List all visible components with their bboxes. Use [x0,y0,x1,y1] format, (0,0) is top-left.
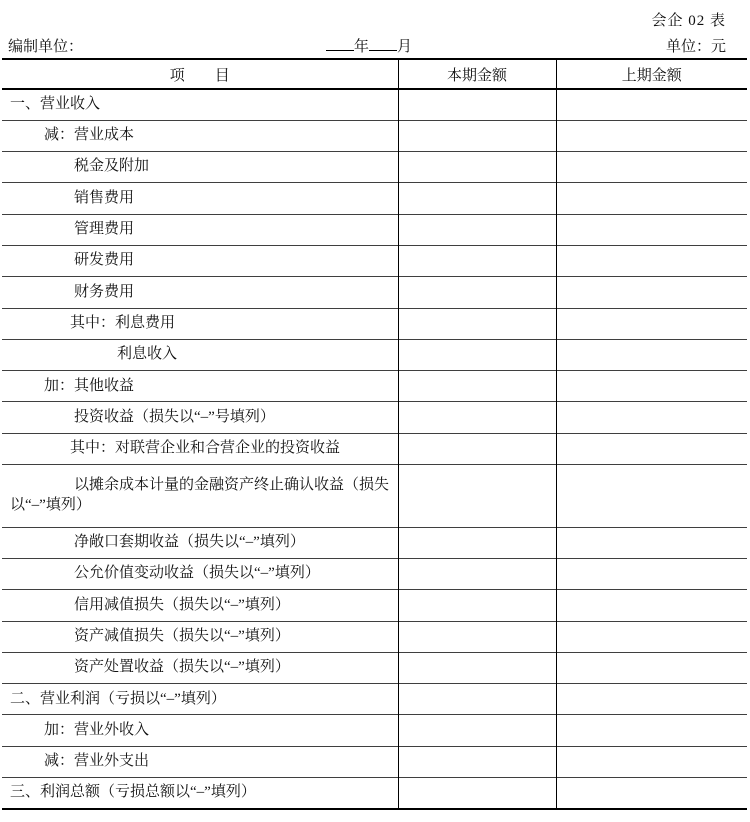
previous-amount-cell [556,778,747,809]
previous-amount-cell [556,402,747,433]
table-row [2,621,747,652]
table-row [2,590,747,621]
item-label: 研发费用 [2,245,398,276]
current-amount-cell [398,465,556,528]
previous-amount-cell [556,89,747,120]
item-label: 三、利润总额（亏损总额以“–”填列） [2,778,398,809]
item-label: 资产处置收益（损失以“–”填列） [2,652,398,683]
item-label: 投资收益（损失以“–”号填列） [2,402,398,433]
year-label: 年 [353,39,369,55]
table-row [2,120,747,151]
month-blank-line [369,36,397,51]
current-amount-cell [398,339,556,370]
item-label: 财务费用 [2,277,398,308]
previous-amount-cell [556,277,747,308]
table-row [2,245,747,276]
previous-amount-cell [556,715,747,746]
item-label: 加：营业外收入 [2,715,398,746]
current-amount-cell [398,371,556,402]
table-header-row [2,59,747,89]
current-amount-cell [398,402,556,433]
current-amount-cell [398,778,556,809]
current-amount-cell [398,433,556,464]
current-amount-cell [398,245,556,276]
previous-amount-cell [556,339,747,370]
current-amount-cell [398,120,556,151]
current-amount-cell [398,183,556,214]
item-label: 二、营业利润（亏损以“–”填列） [2,684,398,715]
column-header-current-amount: 本期金额 [398,59,556,89]
current-amount-cell [398,308,556,339]
item-label: 资产减值损失（损失以“–”填列） [2,621,398,652]
form-code: 会企 02 表 [651,13,726,29]
year-blank-line [326,36,354,51]
item-label: 管理费用 [2,214,398,245]
column-header-previous-amount: 上期金额 [556,59,747,89]
current-amount-cell [398,715,556,746]
previous-amount-cell [556,371,747,402]
previous-amount-cell [556,558,747,589]
table-row [2,402,747,433]
previous-amount-cell [556,746,747,777]
current-amount-cell [398,590,556,621]
item-label: 公允价值变动收益（损失以“–”填列） [2,558,398,589]
column-header-item: 项 目 [2,59,398,89]
table-row [2,746,747,777]
previous-amount-cell [556,590,747,621]
income-statement-table [2,58,747,810]
item-label: 净敞口套期收益（损失以“–”填列） [2,527,398,558]
prepared-by-label: 编制单位： [8,39,84,55]
item-label: 以摊余成本计量的金融资产终止确认收益（损失以“–”填列） [2,465,398,528]
table-row [2,652,747,683]
unit-label: 单位：元 [665,39,726,55]
table-row [2,277,747,308]
table-row [2,152,747,183]
previous-amount-cell [556,245,747,276]
table-row [2,684,747,715]
previous-amount-cell [556,465,747,528]
item-label: 税金及附加 [2,152,398,183]
table-row [2,371,747,402]
table-row [2,214,747,245]
table-row [2,183,747,214]
table-row [2,527,747,558]
item-label: 加：其他收益 [2,371,398,402]
previous-amount-cell [556,433,747,464]
table-row [2,465,747,528]
current-amount-cell [398,89,556,120]
item-label: 信用减值损失（损失以“–”填列） [2,590,398,621]
table-row [2,308,747,339]
table-row [2,558,747,589]
table-row [2,339,747,370]
current-amount-cell [398,621,556,652]
previous-amount-cell [556,120,747,151]
item-label: 利息收入 [2,339,398,370]
month-label: 月 [397,39,413,55]
item-label: 其中：利息费用 [2,308,398,339]
current-amount-cell [398,152,556,183]
current-amount-cell [398,277,556,308]
previous-amount-cell [556,684,747,715]
previous-amount-cell [556,621,747,652]
previous-amount-cell [556,214,747,245]
report-date-blanks [0,35,744,56]
item-label: 销售费用 [2,183,398,214]
previous-amount-cell [556,308,747,339]
table-row [2,715,747,746]
previous-amount-cell [556,152,747,183]
previous-amount-cell [556,527,747,558]
table-row [2,89,747,120]
item-label: 减：营业外支出 [2,746,398,777]
current-amount-cell [398,746,556,777]
current-amount-cell [398,652,556,683]
item-label: 一、营业收入 [2,89,398,120]
previous-amount-cell [556,652,747,683]
item-label: 其中：对联营企业和合营企业的投资收益 [2,433,398,464]
current-amount-cell [398,527,556,558]
current-amount-cell [398,214,556,245]
current-amount-cell [398,558,556,589]
table-body [2,89,747,809]
previous-amount-cell [556,183,747,214]
item-label: 减：营业成本 [2,120,398,151]
table-row [2,433,747,464]
table-row [2,778,747,809]
current-amount-cell [398,684,556,715]
